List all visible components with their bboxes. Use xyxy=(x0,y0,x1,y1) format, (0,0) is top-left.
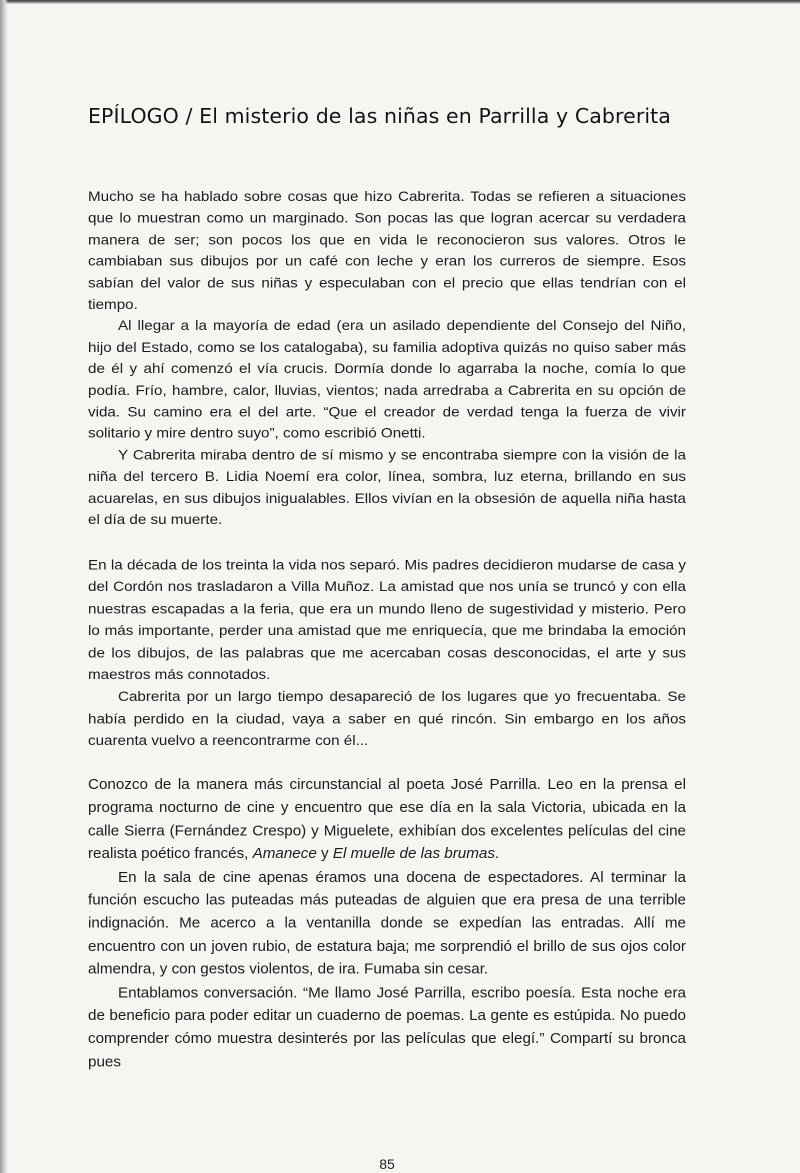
book-page xyxy=(88,0,686,1173)
paragraph: Y Cabrerita miraba dentro de sí mismo y se encontraba siempre con la visión de la niña del tercero B. Lidia Noemí era color, línea, sombra, luz eterna, brillando en sus acuarelas, en sus dibujos inigualables. Ellos vivían en la obsesión de aquella niña hasta el día de su muerte. xyxy=(88,448,686,528)
chapter-title: EPÍLOGO / El misterio de las niñas en Parrilla y Cabrerita xyxy=(88,104,671,128)
scan-edge-left xyxy=(0,0,8,1173)
paragraph: Entablamos conversación. “Me llamo José Parrilla, escribo poesía. Esta noche era de beneficio para poder editar un cuaderno de poemas. La gente es estúpida. No puedo comprender cómo muestra desinterés por las películas que elegí.” Compartí su bronca pues xyxy=(88,984,686,1071)
text-block-1 xyxy=(88,187,686,532)
film-title: Amanece xyxy=(252,846,317,863)
paragraph: Cabrerita por un largo tiempo desapareció de los lugares que yo frecuentaba. Se había perdido en la ciudad, vaya a saber en qué rincón. Sin embargo en los años cuarenta vuelvo a reencontrarme con él... xyxy=(88,689,686,749)
paragraph-text: Conozco de la manera más circunstancial al poeta José Parrilla. Leo en la prensa el programa nocturno de cine y encuentro que ese día en la sala Victoria, ubicada en la calle Sierra (Fernández Crespo) y Miguelete, exhibían dos excelentes películas del cine realista poético francés, xyxy=(88,776,686,863)
paragraph xyxy=(88,774,686,866)
page-number: 85 xyxy=(379,1156,395,1172)
paragraph: Al llegar a la mayoría de edad (era un asilado dependiente del Consejo del Niño, hijo del Estado, como se los catalogaba), su familia adoptiva quizás no quiso saber más de él y ahí comenzó el vía crucis. Dormía donde lo agarraba la noche, comía lo que podía. Frío, hambre, calor, lluvias, vientos; nada arredraba a Cabrerita en su opción de vida. Su camino era el del arte. “Que el creador de verdad tenga la fuerza de vivir solitario y mire dentro suyo”, como escribió Onetti. xyxy=(88,318,686,442)
paragraph: Mucho se ha hablado sobre cosas que hizo Cabrerita. Todas se refieren a situaciones que lo muestran como un marginado. Son pocas las que logran acercar su verdadera manera de ser; son pocos los que en vida le reconocieron sus valores. Otros le cambiaban sus dibujos por un café con leche y eran los curreros de siempre. Esos sabían del valor de sus niñas y especulaban con el precio que ellas tendrían con el tiempo. xyxy=(88,189,686,313)
paragraph-text: . xyxy=(494,846,500,863)
film-title: El muelle de las brumas xyxy=(332,846,495,863)
paragraph: En la década de los treinta la vida nos separó. Mis padres decidieron mudarse de casa y del Cordón nos trasladaron a Villa Muñoz. La amistad que nos unía se truncó y con ella nuestras escapadas a la feria, que era un mundo lleno de sugestividad y misterio. Pero lo más importante, perder una amistad que me enriquecía, que me brindaba la emoción de los dibujos, de las palabras que me acercaban cosas desconocidas, el arte y sus maestros más connotados. xyxy=(88,557,686,683)
text-block-3 xyxy=(88,774,686,1074)
paragraph-text: y xyxy=(316,846,333,863)
text-block-2 xyxy=(88,555,686,753)
paragraph: En la sala de cine apenas éramos una docena de espectadores. Al terminar la función escucho las puteadas más puteadas de alguien que era presa de una terrible indignación. Me acerco a la ventanilla donde se expedían las entradas. Allí me encuentro con un joven rubio, de estatura baja; me sorprendió el brillo de sus ojos color almendra, y con gestos violentos, de ira. Fumaba sin cesar. xyxy=(88,869,686,978)
